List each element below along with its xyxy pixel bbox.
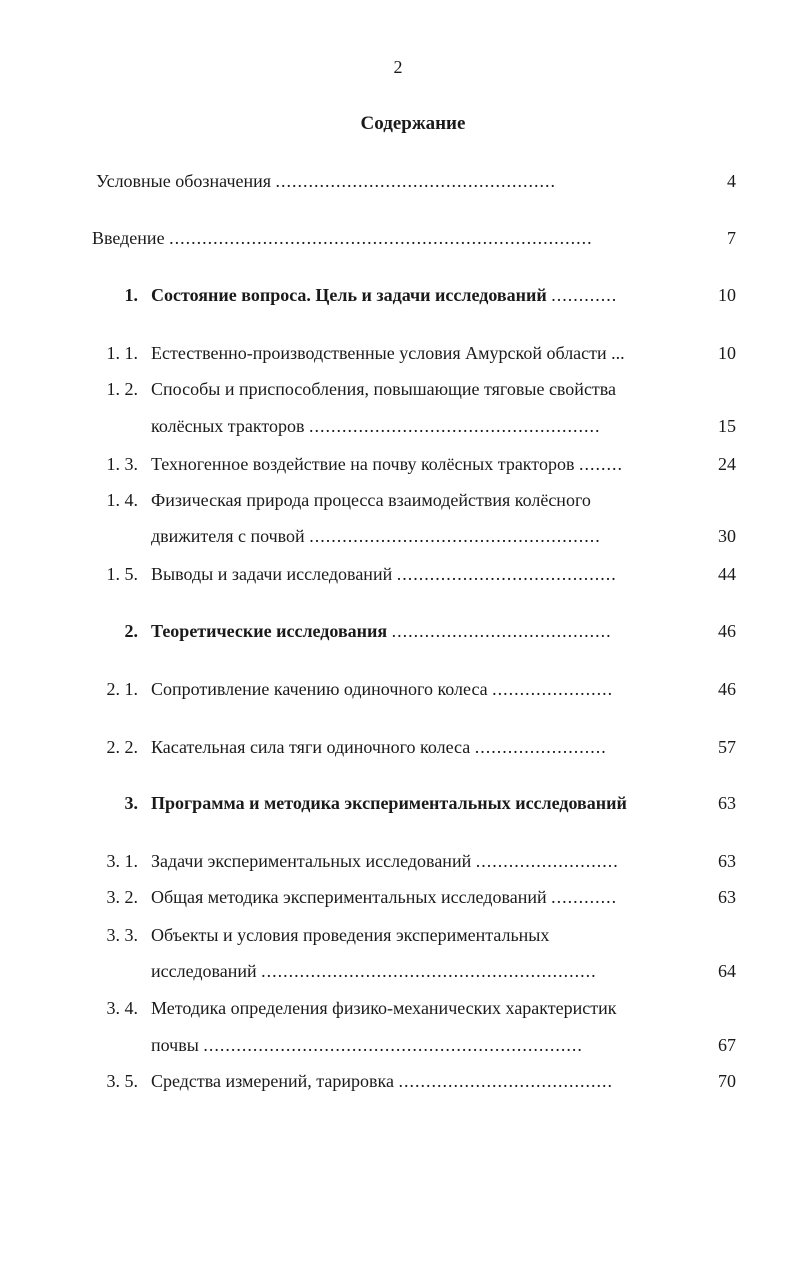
toc-page-number: 70 [718, 1071, 736, 1091]
toc-entry-text: Условные обозначения ................................................... [96, 168, 686, 194]
toc-entry-continuation [0, 413, 796, 439]
toc-section-number: 2. 2. [106, 737, 138, 757]
toc-entry [0, 561, 796, 587]
toc-section-number: 1. 4. [106, 490, 138, 510]
toc-entry [0, 995, 796, 1021]
toc-chapter-entry [0, 618, 796, 644]
toc-entry [0, 487, 796, 513]
toc-leader-dots: ............................................................................. [169, 228, 593, 248]
toc-entry-text: Общая методика экспериментальных исследований ............ [151, 884, 689, 910]
toc-page-number: 10 [718, 285, 736, 305]
toc-entry-text: Сопротивление качению одиночного колеса ...................... [151, 676, 687, 702]
toc-entry-text: колёсных тракторов ..................................................... [151, 413, 689, 439]
toc-entry-text: Состояние вопроса. Цель и задачи исследований ............ [151, 282, 686, 308]
toc-section-number: 1. 3. [106, 454, 138, 474]
toc-section-number: 3. 5. [106, 1071, 138, 1091]
toc-page-number: 63 [718, 851, 736, 871]
toc-page-number: 46 [718, 621, 736, 641]
toc-entry-text: Естественно-производственные условия Амурской области ... [151, 343, 625, 363]
toc-entry [0, 376, 796, 402]
toc-leader-dots: ..................................................................... [203, 1035, 583, 1055]
toc-chapter-number: 2. [124, 621, 138, 641]
toc-entry-text: Средства измерений, тарировка ....................................... [151, 1068, 687, 1094]
toc-entry-continuation [0, 958, 796, 984]
toc-entry-text: почвы ..................................................................... [151, 1032, 683, 1058]
toc-page-number: 4 [727, 171, 736, 191]
toc-entry-text: исследований ............................................................. [151, 958, 687, 984]
toc-section-number: 3. 4. [106, 998, 138, 1018]
toc-entry [0, 676, 796, 702]
toc-section-number: 3. 3. [106, 925, 138, 945]
toc-entry [0, 884, 796, 910]
page-title: Содержание [360, 113, 466, 134]
toc-chapter-entry [0, 282, 796, 308]
toc-page-number: 10 [718, 343, 736, 363]
toc-section-number: 2. 1. [106, 679, 138, 699]
toc-page-number: 67 [718, 1035, 736, 1055]
toc-entry-text: Касательная сила тяги одиночного колеса ........................ [151, 734, 687, 760]
toc-entry [0, 734, 796, 760]
toc-entry-continuation [0, 1032, 796, 1058]
toc-page-number: 63 [718, 793, 736, 813]
toc-chapter-number: 3. [124, 793, 138, 813]
toc-entry-text: Задачи экспериментальных исследований .......................... [151, 848, 689, 874]
toc-page-number: 30 [718, 526, 736, 546]
toc-entry [0, 848, 796, 874]
toc-entry [0, 168, 796, 194]
toc-leader-dots: ........................................ [396, 564, 617, 584]
page-number: 2 [393, 57, 403, 77]
toc-entry [0, 225, 796, 251]
toc-entry-text: Теоретические исследования ........................................ [151, 618, 687, 644]
toc-entry [0, 922, 796, 948]
toc-entry-text: Программа и методика экспериментальных исследований [151, 793, 627, 813]
toc-entry [0, 340, 796, 366]
toc-entry [0, 451, 796, 477]
toc-section-number: 1. 2. [106, 379, 138, 399]
toc-leader-dots: .......................... [475, 851, 619, 871]
toc-page-number: 46 [718, 679, 736, 699]
toc-entry-text: Способы и приспособления, повышающие тяговые свойства [151, 379, 617, 399]
toc-entry-text: Физическая природа процесса взаимодействия колёсного [151, 490, 591, 510]
toc-chapter-number: 1. [124, 285, 138, 305]
toc-entry-continuation [0, 523, 796, 549]
toc-leader-dots: ................................................... [275, 171, 557, 191]
toc-page-number: 24 [718, 454, 736, 474]
toc-entry-text: Объекты и условия проведения экспериментальных [151, 925, 550, 945]
toc-section-number: 1. 1. [106, 343, 138, 363]
toc-page-number: 63 [718, 887, 736, 907]
toc-page-number: 7 [727, 228, 736, 248]
toc-section-number: 1. 5. [106, 564, 138, 584]
toc-leader-dots: ........................................ [391, 621, 612, 641]
toc-leader-dots: ........................ [474, 737, 607, 757]
toc-entry-text: движителя с почвой ..................................................... [151, 523, 689, 549]
toc-page-number: 64 [718, 961, 736, 981]
toc-leader-dots: ............ [551, 285, 618, 305]
toc-entry-text: Методика определения физико-механических характеристик [151, 998, 617, 1018]
toc-leader-dots: ..................................................... [309, 526, 601, 546]
toc-page-number: 44 [718, 564, 736, 584]
toc-leader-dots: ....................................... [398, 1071, 613, 1091]
toc-leader-dots: ............ [551, 887, 618, 907]
toc-entry-text: Введение ............................................................................. [92, 225, 686, 251]
toc-chapter-entry [0, 790, 796, 816]
toc-leader-dots: ............................................................. [261, 961, 597, 981]
toc-section-number: 3. 2. [106, 887, 138, 907]
toc-page-number: 57 [718, 737, 736, 757]
toc-leader-dots: ........ [578, 454, 623, 474]
toc-page-number: 15 [718, 416, 736, 436]
toc-section-number: 3. 1. [106, 851, 138, 871]
toc-leader-dots: ...................... [492, 679, 614, 699]
toc-entry-text: Техногенное воздействие на почву колёсных тракторов ........ [151, 451, 687, 477]
toc-entry-text: Выводы и задачи исследований ........................................ [151, 561, 689, 587]
toc-entry [0, 1068, 796, 1094]
toc-leader-dots: ..................................................... [309, 416, 601, 436]
